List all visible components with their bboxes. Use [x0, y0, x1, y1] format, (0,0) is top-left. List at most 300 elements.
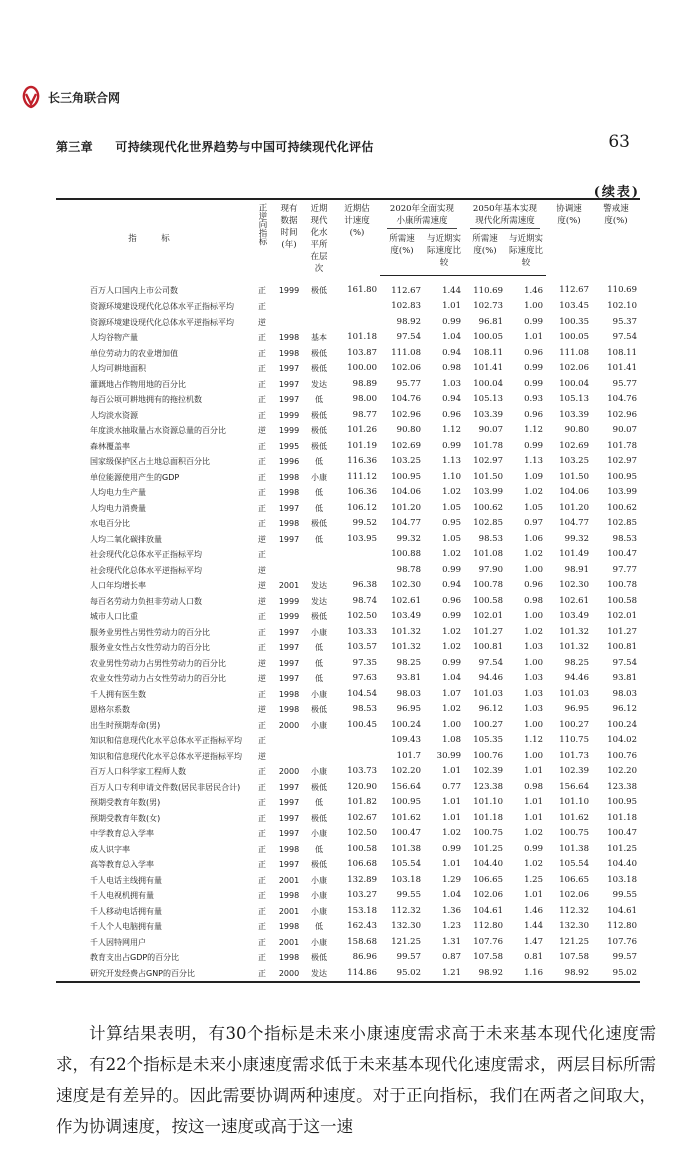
cell-speed-2050: 103.99 — [473, 487, 503, 497]
cell-coord-speed: 96.95 — [564, 704, 589, 714]
cell-indicator-name: 百万人口科学家工程师人数 — [90, 767, 186, 776]
cell-level — [304, 315, 334, 331]
cell-level: 低 — [315, 674, 323, 683]
table-row — [56, 315, 640, 331]
cell-direction: 正 — [258, 937, 266, 947]
cell-compare-2050: 1.46 — [524, 905, 543, 916]
cell-recent-speed: 103.33 — [347, 626, 377, 637]
header-2020-compare: 与近期实际速度比较 — [424, 230, 464, 275]
table-row — [56, 671, 640, 687]
cell-direction: 正 — [258, 519, 266, 528]
cell-indicator-name: 单位能源使用产生的GDP — [90, 472, 180, 482]
cell-direction: 正 — [258, 364, 266, 373]
cell-direction: 逆 — [258, 426, 266, 435]
cell-coord-speed: 102.61 — [559, 595, 589, 606]
cell-data-year — [274, 749, 304, 765]
table-body — [56, 275, 640, 982]
cell-compare-2050: 1.02 — [524, 626, 543, 637]
cell-compare-2020: 1.01 — [442, 859, 461, 869]
table-row — [56, 826, 640, 842]
cell-speed-2020: 102.30 — [391, 580, 421, 590]
cell-direction: 正 — [258, 689, 266, 699]
table-row — [56, 299, 640, 315]
cell-coord-speed: 110.75 — [559, 735, 589, 745]
cell-level: 小康 — [311, 689, 327, 699]
cell-speed-2050: 100.27 — [473, 719, 503, 730]
cell-coord-speed: 99.32 — [564, 533, 589, 544]
cell-recent-speed: 103.27 — [347, 890, 377, 900]
body-paragraph: 计算结果表明，有30个指标是未来小康速度需求高于未来基本现代化速度需求，有22个指标是未来小康速度需求低于未来基本现代化速度需求，两层目标所需速度是有差异的。因此需要协调两种速度。对于正向指标，我们在两者之间取大，作为协调速度，按这一速度或高于这一速 — [56, 1024, 656, 1136]
cell-speed-2020: 97.54 — [396, 332, 421, 342]
cell-recent-speed: 102.50 — [347, 828, 377, 838]
cell-recent-speed: 114.86 — [334, 966, 380, 983]
cell-speed-2050: 101.41 — [473, 363, 503, 373]
cell-recent-speed — [334, 299, 380, 315]
table-row — [56, 718, 640, 734]
header-group-2050: 2050年基本实现现代化所需速度 — [464, 199, 546, 230]
cell-compare-2020: 1.31 — [442, 936, 461, 947]
cell-speed-2020: 100.88 — [391, 549, 421, 559]
cell-speed-2050: 98.92 — [464, 966, 506, 983]
cell-recent-speed: 100.00 — [347, 363, 377, 373]
cell-direction: 正 — [258, 922, 266, 931]
cell-data-year: 1997 — [278, 813, 300, 823]
cell-coord-speed: 105.13 — [559, 394, 589, 404]
cell-speed-2050: 101.27 — [473, 626, 503, 637]
table-row — [56, 594, 640, 610]
cell-coord-speed: 132.30 — [559, 921, 589, 931]
cell-compare-2020: 1.05 — [442, 502, 461, 513]
indicator-table-container — [56, 198, 640, 983]
cell-data-year: 1998 — [278, 705, 300, 714]
cell-recent-speed: 98.74 — [352, 595, 377, 606]
cell-indicator-name: 人均电力生产量 — [90, 488, 146, 497]
cell-compare-2050: 0.93 — [524, 394, 543, 404]
cell-direction: 正 — [258, 612, 266, 621]
table-row — [56, 842, 640, 858]
table-row — [56, 532, 640, 548]
cell-speed-2050: 105.35 — [473, 735, 503, 745]
cell-speed-2020: 100.95 — [391, 471, 421, 482]
table-row — [56, 780, 640, 796]
cell-coord-speed: 103.45 — [559, 301, 589, 311]
table-row — [56, 640, 640, 656]
cell-level: 低 — [315, 798, 323, 807]
cell-compare-2050: 1.16 — [506, 966, 546, 983]
cell-recent-speed: 96.38 — [352, 580, 377, 590]
cell-direction: 正 — [258, 410, 266, 420]
cell-data-year: 1999 — [278, 596, 300, 606]
cell-level: 低 — [315, 658, 323, 668]
cell-coord-speed: 103.25 — [559, 456, 589, 466]
cell-compare-2020: 1.00 — [442, 719, 461, 730]
cell-data-year: 1998 — [278, 689, 300, 699]
cell-speed-2020: 112.67 — [391, 285, 421, 296]
cell-direction: 正 — [258, 813, 266, 823]
cell-warn-speed: 112.80 — [607, 921, 637, 931]
cell-speed-2050: 100.05 — [473, 332, 503, 342]
cell-warn-speed: 102.85 — [607, 518, 637, 528]
cell-speed-2020: 99.57 — [396, 952, 421, 962]
cell-compare-2050: 1.00 — [524, 657, 543, 668]
cell-warn-speed: 93.81 — [612, 673, 637, 683]
header-2050-compare: 与近期实际速度比较 — [506, 230, 546, 275]
cell-compare-2050: 1.02 — [524, 828, 543, 838]
header-indicator: 指 标 — [56, 199, 250, 275]
cell-speed-2050: 102.73 — [473, 301, 503, 311]
cell-recent-speed: 101.19 — [347, 440, 377, 451]
cell-level: 低 — [315, 534, 323, 544]
cell-recent-speed: 116.36 — [347, 456, 377, 466]
cell-data-year: 1998 — [278, 472, 300, 482]
cell-compare-2050: 1.03 — [524, 673, 543, 683]
table-row — [56, 470, 640, 486]
cell-warn-speed: 100.81 — [607, 642, 637, 652]
cell-direction: 正 — [258, 736, 266, 745]
cell-coord-speed: 103.49 — [559, 611, 589, 621]
cell-level: 低 — [315, 503, 323, 513]
table-row — [56, 857, 640, 873]
cell-compare-2020: 0.96 — [442, 595, 461, 606]
cell-direction: 正 — [258, 441, 266, 451]
cell-data-year — [274, 299, 304, 315]
cell-compare-2020: 1.44 — [442, 285, 461, 296]
cell-indicator-name: 服务业女性占女性劳动力的百分比 — [90, 643, 210, 652]
cell-compare-2050: 1.06 — [524, 533, 543, 544]
cell-compare-2020: 1.23 — [442, 921, 461, 931]
cell-speed-2050: 101.25 — [473, 843, 503, 854]
cell-coord-speed: 101.32 — [559, 626, 589, 637]
cell-speed-2020: 109.43 — [391, 735, 421, 745]
cell-warn-speed: 97.77 — [612, 564, 637, 575]
cell-speed-2050: 110.69 — [473, 285, 503, 296]
cell-speed-2050: 102.85 — [473, 518, 503, 528]
cell-indicator-name: 预期受教育年数(女) — [90, 813, 161, 823]
cell-speed-2020: 98.03 — [396, 688, 421, 699]
cell-indicator-name: 资源环境建设现代化总体水平正指标平均 — [90, 302, 234, 311]
cell-compare-2050: 0.99 — [524, 363, 543, 373]
cell-speed-2020: 95.02 — [380, 966, 424, 983]
cell-coord-speed: 102.69 — [559, 440, 589, 451]
cell-recent-speed: 97.35 — [352, 657, 377, 668]
table-row — [56, 687, 640, 703]
cell-compare-2020: 0.77 — [442, 781, 461, 792]
table-row — [56, 919, 640, 935]
cell-level: 极低 — [311, 441, 327, 451]
cell-compare-2050: 1.02 — [524, 487, 543, 497]
header-direction: 正逆向指标 — [250, 199, 274, 275]
cell-indicator-name: 教育支出占GDP的百分比 — [90, 953, 180, 962]
cell-coord-speed: 156.64 — [559, 781, 589, 792]
header-recent-speed: 近期估计速度(%) — [334, 199, 380, 275]
cell-coord-speed: 98.92 — [546, 966, 592, 983]
cell-compare-2020: 1.13 — [442, 456, 461, 466]
cell-speed-2050: 94.46 — [478, 673, 503, 683]
cell-compare-2050: 1.03 — [524, 688, 543, 699]
cell-speed-2050: 103.39 — [473, 409, 503, 420]
cell-level — [304, 299, 334, 315]
cell-direction: 正 — [258, 782, 266, 792]
cell-warn-speed: 101.41 — [607, 363, 637, 373]
cell-compare-2020: 1.12 — [442, 425, 461, 435]
table-row — [56, 966, 640, 983]
cell-level — [304, 563, 334, 579]
cell-level: 极低 — [311, 519, 327, 528]
cell-compare-2050: 0.96 — [524, 580, 543, 590]
cell-data-year — [274, 733, 304, 749]
cell-recent-speed — [334, 315, 380, 331]
cell-compare-2050: 1.47 — [524, 936, 543, 947]
cell-data-year: 1998 — [278, 488, 300, 497]
cell-indicator-name: 每百名劳动力负担非劳动人口数 — [90, 596, 202, 606]
cell-compare-2020: 0.87 — [442, 952, 461, 962]
cell-recent-speed: 102.50 — [347, 611, 377, 621]
cell-direction: 正 — [258, 503, 266, 513]
cell-warn-speed: 103.18 — [607, 874, 637, 885]
cell-indicator-name: 千人电话主线拥有量 — [90, 875, 162, 885]
site-logo-text: 长三角联合网 — [48, 90, 121, 105]
cell-compare-2050: 1.12 — [524, 735, 543, 745]
cell-level: 低 — [315, 922, 323, 931]
cell-speed-2020: 96.95 — [396, 704, 421, 714]
cell-recent-speed: 86.96 — [352, 952, 377, 962]
cell-direction: 正 — [258, 798, 266, 807]
cell-data-year: 2001 — [278, 937, 300, 947]
cell-speed-2020: 103.49 — [391, 611, 421, 621]
cell-level: 小康 — [311, 720, 327, 730]
cell-compare-2020: 1.05 — [442, 533, 461, 544]
cell-direction: 正 — [258, 286, 266, 296]
cell-level: 极低 — [311, 364, 327, 373]
cell-compare-2050: 1.00 — [524, 564, 543, 575]
header-level: 近期现代化水平所在层次 — [304, 199, 334, 275]
cell-direction: 正 — [258, 875, 266, 885]
cell-data-year: 1999 — [278, 410, 300, 420]
cell-compare-2020: 0.99 — [442, 564, 461, 575]
cell-indicator-name: 灌溉地占作物用地的百分比 — [90, 379, 186, 389]
cell-compare-2050: 0.98 — [524, 781, 543, 792]
cell-compare-2050: 1.03 — [524, 642, 543, 652]
cell-speed-2050: 100.62 — [473, 502, 503, 513]
cell-indicator-name: 森林覆盖率 — [90, 441, 130, 451]
cell-level: 小康 — [311, 937, 327, 947]
cell-coord-speed: 121.25 — [559, 936, 589, 947]
cell-speed-2020: 101.32 — [391, 642, 421, 652]
cell-level — [304, 733, 334, 749]
cell-warn-speed: 99.57 — [612, 952, 637, 962]
cell-warn-speed: 95.02 — [592, 966, 640, 983]
cell-speed-2020: 93.81 — [396, 673, 421, 683]
cell-level: 发达 — [311, 379, 327, 389]
cell-warn-speed: 102.20 — [607, 766, 637, 776]
cell-indicator-name: 千人个人电脑拥有量 — [90, 922, 162, 931]
table-row — [56, 275, 640, 299]
cell-compare-2020: 1.02 — [442, 549, 461, 559]
cell-direction: 正 — [258, 720, 266, 730]
cell-level: 发达 — [311, 581, 327, 590]
cell-recent-speed — [334, 563, 380, 579]
cell-compare-2050: 0.98 — [524, 595, 543, 606]
cell-compare-2020: 0.99 — [442, 440, 461, 451]
cell-direction: 正 — [258, 457, 266, 466]
cell-data-year: 1998 — [278, 519, 300, 528]
cell-compare-2050: 0.96 — [524, 409, 543, 420]
cell-direction: 正 — [258, 348, 266, 358]
cell-speed-2020: 98.25 — [396, 657, 421, 668]
cell-warn-speed: 101.18 — [607, 812, 637, 823]
cell-compare-2050: 0.99 — [524, 440, 543, 451]
cell-level: 极低 — [311, 860, 327, 869]
table-row — [56, 873, 640, 889]
table-row — [56, 408, 640, 424]
cell-compare-2050: 1.02 — [524, 549, 543, 559]
cell-compare-2020: 1.21 — [424, 966, 464, 983]
cell-coord-speed: 100.75 — [559, 828, 589, 838]
cell-compare-2020: 1.04 — [442, 673, 461, 683]
chapter-number: 第三章 — [56, 140, 93, 154]
table-row — [56, 361, 640, 377]
cell-speed-2020: 156.64 — [391, 781, 421, 792]
cell-level: 极低 — [311, 612, 327, 621]
cell-warn-speed: 104.02 — [607, 735, 637, 745]
cell-compare-2020: 0.94 — [442, 347, 461, 358]
cell-level: 发达 — [304, 966, 334, 983]
cell-direction: 正 — [258, 953, 266, 962]
table-row — [56, 392, 640, 408]
cell-warn-speed: 100.95 — [607, 797, 637, 807]
cell-recent-speed: 98.77 — [352, 409, 377, 420]
cell-recent-speed: 103.87 — [347, 347, 377, 358]
cell-speed-2020: 111.08 — [391, 347, 421, 358]
table-row — [56, 563, 640, 579]
cell-recent-speed: 100.45 — [347, 719, 377, 730]
cell-indicator-name: 知识和信息现代化水平总体水平正指标平均 — [90, 736, 242, 745]
cell-indicator-name: 百万人口专利申请文件数(居民非居民合计) — [90, 782, 241, 792]
cell-indicator-name: 人均谷物产量 — [90, 333, 138, 342]
cell-direction: 正 — [258, 829, 266, 838]
table-row — [56, 501, 640, 517]
cell-coord-speed: 102.06 — [559, 890, 589, 900]
cell-coord-speed: 90.80 — [564, 425, 589, 435]
cell-level: 极低 — [311, 410, 327, 420]
cell-speed-2050: 102.97 — [473, 456, 503, 466]
cell-compare-2020: 1.01 — [442, 797, 461, 807]
table-row — [56, 485, 640, 501]
table-row — [56, 625, 640, 641]
cell-warn-speed: 100.78 — [607, 580, 637, 590]
cell-indicator-name: 人均二氧化碳排放量 — [90, 534, 162, 544]
cell-indicator-name: 农业男性劳动力占男性劳动力的百分比 — [90, 658, 226, 668]
cell-speed-2050: 107.76 — [473, 936, 503, 947]
cell-indicator-name: 城市人口比重 — [90, 612, 138, 621]
cell-direction: 正 — [258, 395, 266, 404]
cell-warn-speed: 97.54 — [612, 332, 637, 342]
cell-indicator-name: 人均电力消费量 — [90, 503, 146, 513]
cell-warn-speed: 103.99 — [607, 487, 637, 497]
cell-compare-2020: 1.36 — [442, 905, 461, 916]
cell-indicator-name: 人口年均增长率 — [90, 581, 146, 590]
cell-direction: 正 — [258, 767, 266, 776]
cell-data-year: 1998 — [278, 844, 300, 854]
cell-data-year: 2001 — [278, 581, 300, 590]
table-row — [56, 609, 640, 625]
cell-data-year: 1997 — [278, 798, 300, 807]
cell-speed-2050: 100.04 — [473, 378, 503, 389]
cell-compare-2020: 1.01 — [442, 301, 461, 311]
cell-speed-2020: 132.30 — [391, 921, 421, 931]
cell-warn-speed: 100.47 — [607, 549, 637, 559]
body-text — [56, 1018, 656, 1142]
cell-warn-speed: 100.95 — [607, 471, 637, 482]
cell-speed-2050: 101.18 — [473, 812, 503, 823]
cell-direction: 逆 — [258, 596, 266, 606]
cell-data-year: 2001 — [278, 875, 300, 885]
cell-direction: 逆 — [258, 581, 266, 590]
cell-level: 极低 — [311, 782, 327, 792]
cell-direction: 逆 — [258, 658, 266, 668]
cell-data-year: 1997 — [278, 860, 300, 869]
cell-compare-2050: 0.97 — [524, 518, 543, 528]
cell-speed-2050: 112.80 — [473, 921, 503, 931]
table-row — [56, 811, 640, 827]
cell-direction: 正 — [258, 860, 266, 869]
cell-speed-2050: 102.01 — [473, 611, 503, 621]
cell-speed-2020: 98.78 — [396, 564, 421, 575]
table-row — [56, 516, 640, 532]
cell-warn-speed: 96.12 — [612, 704, 637, 714]
cell-indicator-name: 千人拥有医生数 — [90, 689, 146, 699]
cell-coord-speed: 98.91 — [564, 564, 589, 575]
cell-speed-2050: 102.39 — [473, 766, 503, 776]
cell-data-year — [274, 563, 304, 579]
cell-data-year: 2001 — [278, 906, 300, 916]
cell-coord-speed: 105.54 — [559, 859, 589, 869]
cell-coord-speed: 101.50 — [559, 471, 589, 482]
cell-data-year: 1997 — [278, 782, 300, 792]
cell-compare-2020: 1.02 — [442, 642, 461, 652]
cell-speed-2050: 104.61 — [473, 905, 503, 916]
header-2050-needed: 所需速度(%) — [464, 230, 506, 275]
cell-recent-speed: 102.67 — [347, 812, 377, 823]
header-warn-speed: 警戒速度(%) — [592, 199, 640, 275]
table-row — [56, 547, 640, 563]
cell-indicator-name: 服务业男性占男性劳动力的百分比 — [90, 627, 210, 637]
cell-indicator-name: 水电百分比 — [90, 519, 130, 528]
cell-warn-speed: 108.11 — [607, 347, 637, 358]
cell-direction: 正 — [258, 627, 266, 637]
cell-indicator-name: 千人电视机拥有量 — [90, 891, 154, 900]
cell-data-year: 1997 — [278, 643, 300, 652]
cell-indicator-name: 人均可耕地面积 — [90, 364, 146, 373]
cell-direction: 逆 — [258, 751, 266, 761]
cell-warn-speed: 100.24 — [607, 719, 637, 730]
cell-compare-2020: 1.02 — [442, 487, 461, 497]
cell-indicator-name: 百万人口国内上市公司数 — [90, 286, 178, 296]
cell-speed-2020: 102.69 — [391, 440, 421, 451]
cell-recent-speed: 106.12 — [347, 502, 377, 513]
cell-level: 发达 — [311, 596, 327, 606]
cell-coord-speed: 100.04 — [559, 378, 589, 389]
cell-coord-speed: 107.58 — [559, 952, 589, 962]
cell-direction: 逆 — [258, 705, 266, 714]
cell-speed-2020: 99.55 — [396, 890, 421, 900]
cell-recent-speed: 101.82 — [347, 797, 377, 807]
cell-direction: 正 — [258, 379, 266, 389]
cell-speed-2050: 101.08 — [473, 549, 503, 559]
cell-warn-speed: 104.76 — [607, 394, 637, 404]
cell-indicator-name: 人均淡水资源 — [90, 410, 138, 420]
cell-data-year: 1998 — [278, 922, 300, 931]
